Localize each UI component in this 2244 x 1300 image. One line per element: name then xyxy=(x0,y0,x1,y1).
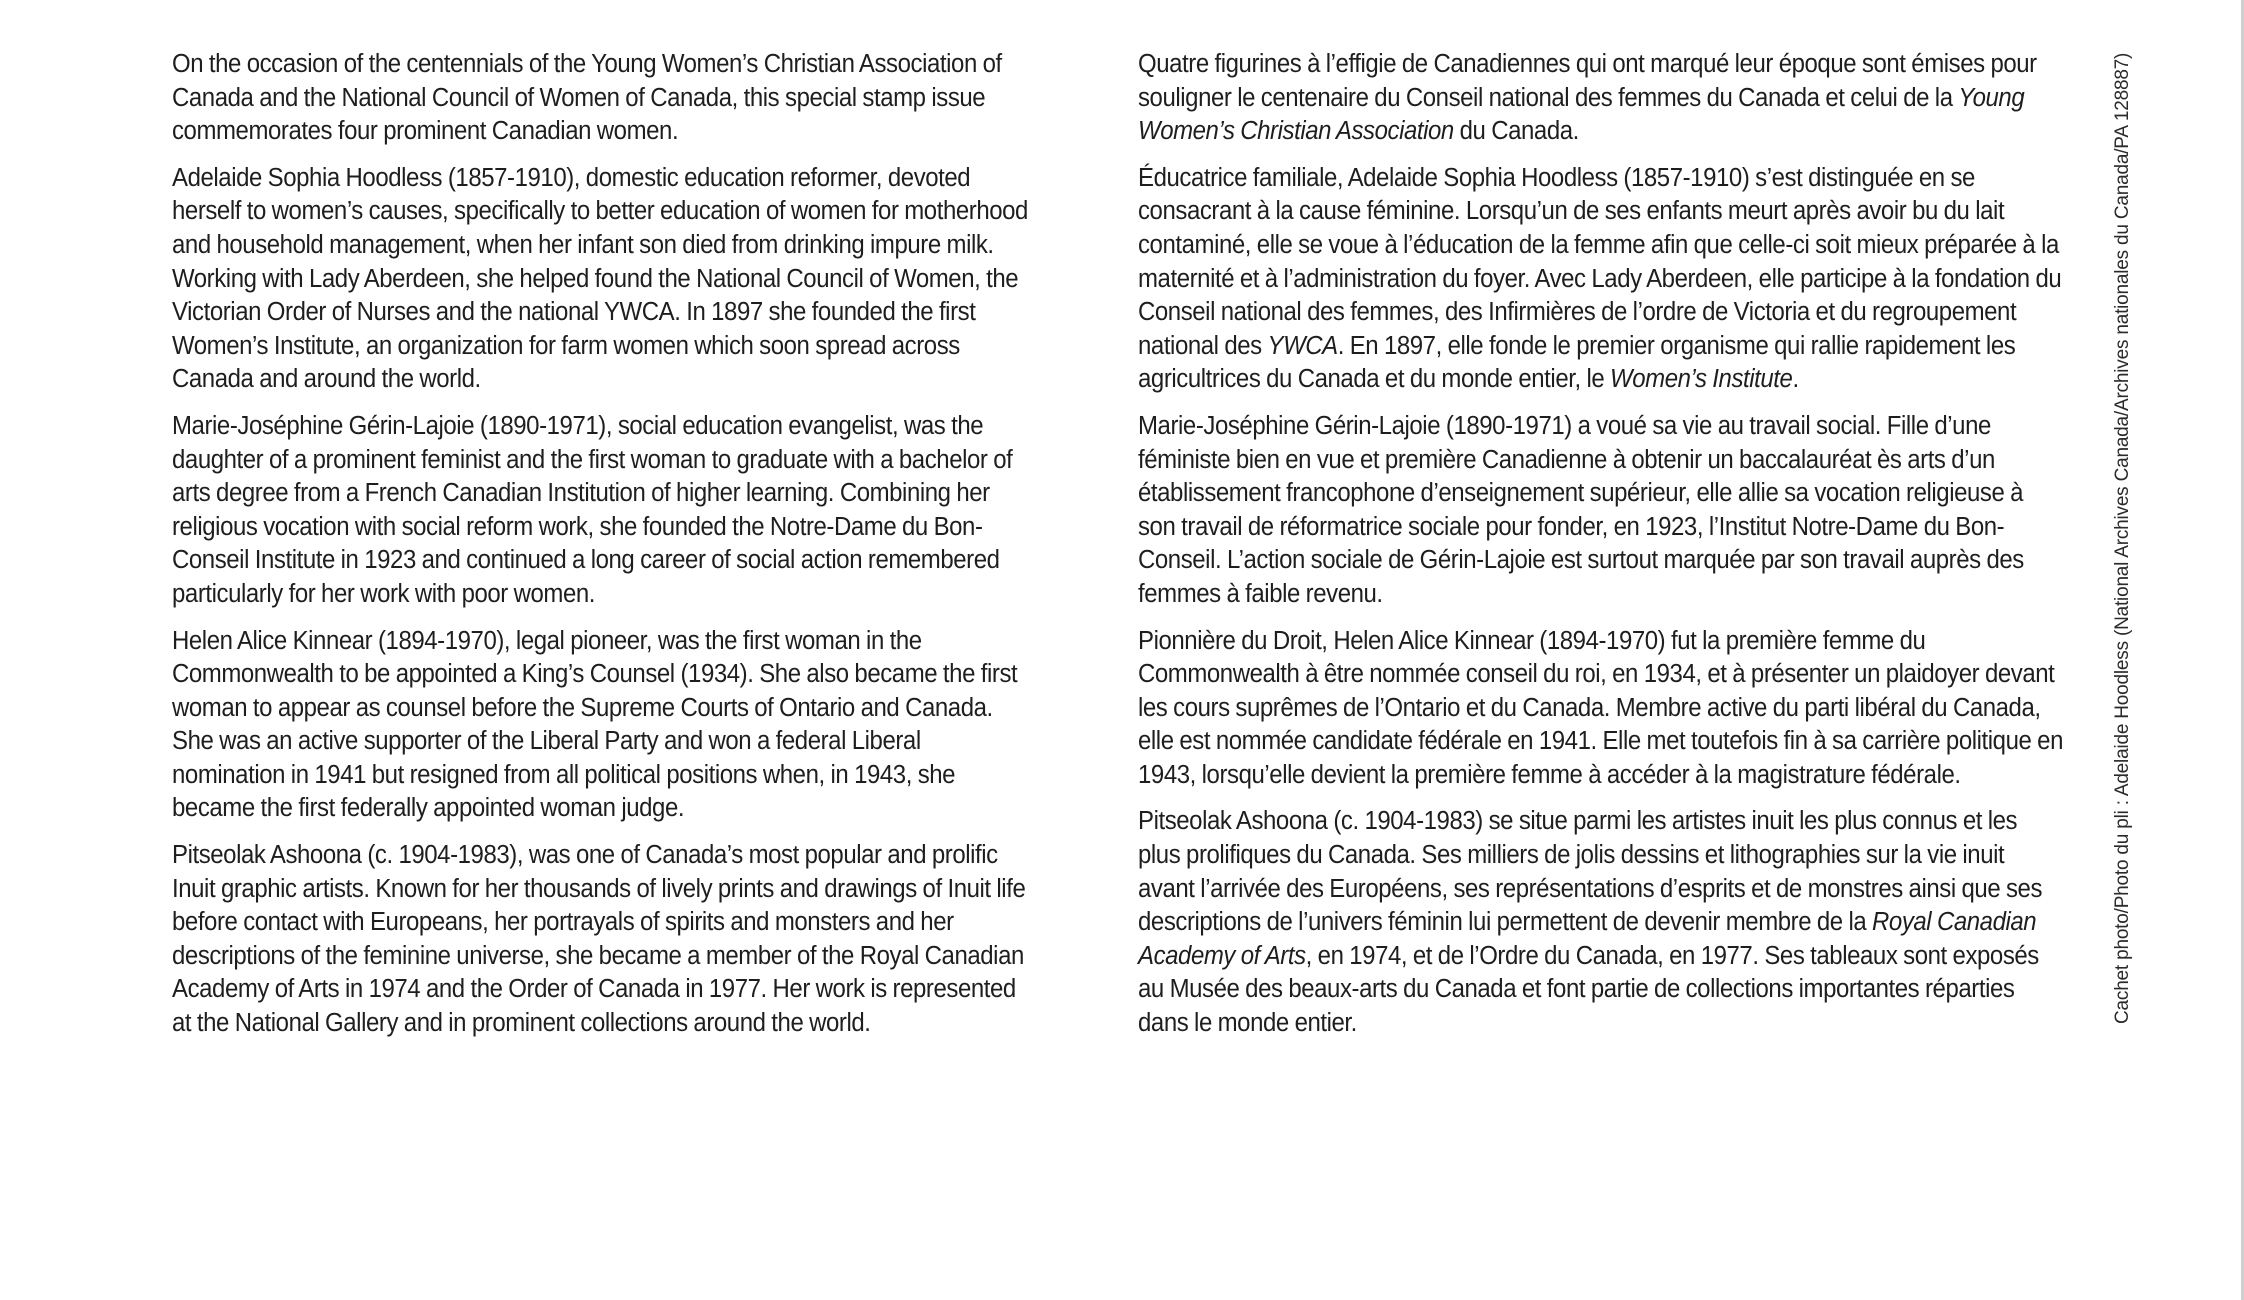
french-column xyxy=(1138,48,2068,1054)
french-paragraph-kinnear: Pionnière du Droit, Helen Alice Kinnear (1894-1970) fut la première femme du Commonwealth à être nommée conseil du roi, en 1934, et à présenter un plaidoyer devant les cours suprêmes de l’Ontario et du Canada. Membre active du parti libéral du Canada, elle est nommée candidate fédérale en 1941. Elle met toutefois fin à sa carrière politique en 1943, lorsqu’elle devient la première femme à accéder à la magistrature fédérale. xyxy=(1138,626,2063,789)
french-hoodless-text-end: . xyxy=(1792,365,1799,394)
english-column xyxy=(172,48,1042,1054)
french-ashoona-text-end: , en 1974, et de l’Ordre du Canada, en 1977. Ses tableaux sont exposés au Musée des beaux-arts du Canada et font partie de collections importantes réparties dans le monde entier. xyxy=(1138,941,2039,1038)
french-ashoona-italic: Royal Canadian Academy of Arts xyxy=(1138,908,2037,970)
english-paragraph-ashoona: Pitseolak Ashoona (c. 1904-1983), was one of Canada’s most popular and prolific Inuit graphic artists. Known for her thousands of lively prints and drawings of Inuit life before contact with Europeans, her portrayals of spirits and monsters and her descriptions of the feminine universe, she became a member of the Royal Canadian Academy of Arts in 1974 and the Order of Canada in 1977. Her work is represented at the National Gallery and in prominent collections around the world. xyxy=(172,841,1026,1038)
photo-credit: Cachet photo/Photo du pli : Adelaide Hoodless (National Archives Canada/Archives nationales du Canada/PA 128887) xyxy=(2112,52,2133,1024)
french-intro-text-end: du Canada. xyxy=(1453,117,1579,146)
french-paragraph-ashoona xyxy=(1138,805,2065,1040)
french-hoodless-text: Éducatrice familiale, Adelaide Sophia Hoodless (1857-1910) s’est distinguée en se consacrant à la cause féminine. Lorsqu’un de ses enfants meurt après avoir bu du lait contaminé, elle se voue à l’éducation de la femme afin que celle-ci soit mieux préparée à la maternité et à l’administration du foyer. Avec Lady Aberdeen, elle participe à la fondation du Conseil national des femmes, des Infirmières de l’ordre de Victoria et du regroupement national des xyxy=(1138,163,2062,360)
french-hoodless-text-middle: . En 1897, elle fonde le premier organisme qui rallie rapidement les agricultrices du Canada et du monde entier, le xyxy=(1138,331,2016,394)
english-paragraph-hoodless: Adelaide Sophia Hoodless (1857-1910), domestic education reformer, devoted herself to women’s causes, specifically to better education of women for motherhood and household management, when her infant son died from drinking impure milk. Working with Lady Aberdeen, she helped found the National Council of Women, the Victorian Order of Nurses and the national YWCA. In 1897 she founded the first Women’s Institute, an organization for farm women which soon spread across Canada and around the world. xyxy=(172,163,1028,394)
french-hoodless-italic-institute: Women’s Institute xyxy=(1610,365,1793,394)
english-paragraph-gerin-lajoie: Marie-Joséphine Gérin-Lajoie (1890-1971), social education evangelist, was the daughter of a prominent feminist and the first woman to graduate with a bachelor of arts degree from a French Canadian Institution of higher learning. Combining her religious vocation with social reform work, she founded the Notre-Dame du Bon-Conseil Institute in 1923 and continued a long career of social action remembered particularly for her work with poor women. xyxy=(172,411,1013,608)
french-hoodless-italic-ywca: YWCA xyxy=(1267,331,1338,360)
french-paragraph-hoodless xyxy=(1138,162,2065,397)
french-paragraph-gerin-lajoie: Marie-Joséphine Gérin-Lajoie (1890-1971) a voué sa vie au travail social. Fille d’une féministe bien en vue et première Canadienne à obtenir un baccalauréat ès arts d’un établissement francophone d’enseignement supérieur, elle allie sa vocation religieuse à son travail de réformatrice sociale pour fonder, en 1923, l’Institut Notre-Dame du Bon-Conseil. L’action sociale de Gérin-Lajoie est surtout marquée par son travail auprès des femmes à faible revenu. xyxy=(1138,411,2024,608)
french-ashoona-text: Pitseolak Ashoona (c. 1904-1983) se situe parmi les artistes inuit les plus connus et les plus prolifiques du Canada. Ses milliers de jolis dessins et lithographies sur la vie inuit avant l’arrivée des Européens, ses représentations d’esprits et de monstres ainsi que ses descriptions de l’univers féminin lui permettent de devenir membre de la xyxy=(1138,807,2043,937)
french-paragraph-intro xyxy=(1138,48,2065,149)
french-intro-italic: Young Women’s Christian Association xyxy=(1138,83,2025,146)
english-paragraph-kinnear: Helen Alice Kinnear (1894-1970), legal pioneer, was the first woman in the Commonwealth to be appointed a King’s Counsel (1934). She also became the first woman to appear as counsel before the Supreme Courts of Ontario and Canada. She was an active supporter of the Liberal Party and won a federal Liberal nomination in 1941 but resigned from all political positions when, in 1943, she became the first federally appointed woman judge. xyxy=(172,626,1018,823)
english-paragraph-intro: On the occasion of the centennials of the Young Women’s Christian Association of Canada and the National Council of Women of Canada, this special stamp issue commemorates four prominent Canadian women. xyxy=(172,50,1002,146)
french-intro-text: Quatre figurines à l’effigie de Canadiennes qui ont marqué leur époque sont émises pour souligner le centenaire du Conseil national des femmes du Canada et celui de la xyxy=(1138,50,2037,112)
